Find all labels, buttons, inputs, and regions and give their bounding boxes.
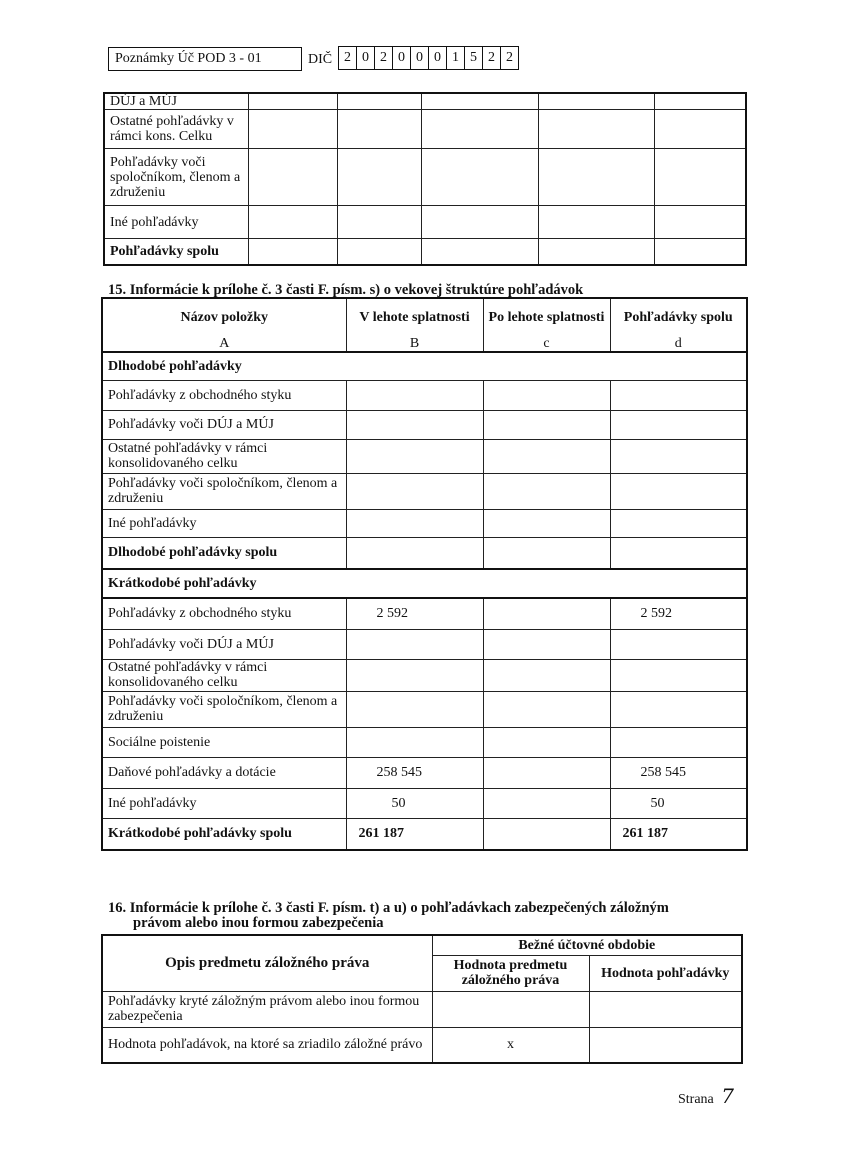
cell-total: 2 592 [610,598,747,629]
cell-within-due-total: 261 187 [346,818,483,850]
row-label: Ostatné pohľadávky v rámci konsolidovaného celku [102,659,346,691]
section-16-title-line1: 16. Informácie k prílohe č. 3 časti F. písm. t) a u) o pohľadávkach zabezpečených záložným [108,900,669,916]
row-label: Dlhodobé pohľadávky spolu [102,537,346,569]
col-subheader: d [610,336,747,352]
table-row [104,149,746,206]
table-row [102,473,747,509]
page-number-value: 7 [721,1084,734,1108]
dic-digit: 0 [429,47,447,69]
col-subheader: B [346,336,483,352]
cell-within-due: 2 592 [346,598,483,629]
dic-digit: 2 [339,47,357,69]
table-row [104,110,746,149]
group-header-row [102,352,747,380]
table-row [102,727,747,757]
cell-total: 50 [610,788,747,818]
col-header: Hodnota predmetu záložného práva [432,955,589,991]
table-row [104,239,746,265]
dic-digit: 2 [375,47,393,69]
col-header: Názov položky [102,298,346,336]
row-label: Ostatné pohľadávky v rámci konsolidovaného celku [102,439,346,473]
row-label: Pohľadávky voči spoločníkom, členom a združeniu [102,691,346,727]
row-label: Sociálne poistenie [102,727,346,757]
cell-total-total: 261 187 [610,818,747,850]
dic-digit: 0 [411,47,429,69]
dic-digits [338,46,519,70]
row-label: DÚJ a MÚJ [104,93,248,110]
table-row [102,1027,742,1063]
table-row [104,93,746,110]
row-label: Iné pohľadávky [104,206,248,239]
form-code-box [108,47,302,71]
table-row [102,691,747,727]
dic-digit: 0 [357,47,375,69]
pledge-table [101,934,743,1064]
table-header-row [102,935,742,955]
row-label: Iné pohľadávky [102,788,346,818]
col-header: Opis predmetu záložného práva [102,935,432,991]
total-row [102,537,747,569]
row-label: Pohľadávky spolu [104,239,248,265]
table-row [102,659,747,691]
table-row [102,757,747,788]
table-row [102,509,747,537]
row-label: Pohľadávky voči DÚJ a MÚJ [102,629,346,659]
group-header-row [102,569,747,598]
page-number [678,1084,734,1108]
section-15-title: 15. Informácie k prílohe č. 3 časti F. písm. s) o vekovej štruktúre pohľadávok [108,282,584,298]
table-row [102,380,747,410]
group-header-short: Krátkodobé pohľadávky [102,569,747,598]
table-row [102,598,747,629]
table-subheader-row [102,336,747,352]
table-row [102,991,742,1027]
total-row [102,818,747,850]
col-header: Po lehote splatnosti [483,298,610,336]
dic-digit: 1 [447,47,465,69]
dic-digit: 5 [465,47,483,69]
cell-within-due: 258 545 [346,757,483,788]
group-header-long: Dlhodobé pohľadávky [102,352,747,380]
row-label: Ostatné pohľadávky v rámci kons. Celku [104,110,248,149]
aging-structure-table [101,297,748,851]
col-header: Pohľadávky spolu [610,298,747,336]
period-header: Bežné účtovné obdobie [432,935,742,955]
col-subheader: A [102,336,346,352]
row-label: Krátkodobé pohľadávky spolu [102,818,346,850]
row-label: Pohľadávky voči spoločníkom, členom a združeniu [104,149,248,206]
cell-pledge-value: x [432,1027,589,1063]
section-16-title [108,900,738,932]
row-label: Pohľadávky z obchodného styku [102,598,346,629]
dic-label: DIČ [308,52,333,67]
section-16-title-line2: právom alebo inou formou zabezpečenia [133,915,384,931]
row-label: Pohľadávky voči spoločníkom, členom a združeniu [102,473,346,509]
form-code-label: Poznámky Úč POD 3 - 01 [115,51,262,66]
row-label: Pohľadávky kryté záložným právom alebo inou formou zabezpečenia [102,991,432,1027]
table-row [102,629,747,659]
row-label: Pohľadávky z obchodného styku [102,380,346,410]
col-header: V lehote splatnosti [346,298,483,336]
table-header-row [102,298,747,336]
col-header: Hodnota pohľadávky [589,955,742,991]
table-row [102,410,747,439]
row-label: Daňové pohľadávky a dotácie [102,757,346,788]
row-label: Hodnota pohľadávok, na ktoré sa zriadilo záložné právo [102,1027,432,1063]
table-row [102,788,747,818]
col-subheader: c [483,336,610,352]
cell-within-due: 50 [346,788,483,818]
table-row [102,439,747,473]
row-label: Pohľadávky voči DÚJ a MÚJ [102,410,346,439]
page-label: Strana [678,1092,714,1107]
top-receivables-table [103,92,747,266]
dic-digit: 2 [506,50,513,65]
row-label: Iné pohľadávky [102,509,346,537]
dic-digit: 0 [393,47,411,69]
table-row [104,206,746,239]
cell-total: 258 545 [610,757,747,788]
dic-digit: 2 [483,47,501,69]
